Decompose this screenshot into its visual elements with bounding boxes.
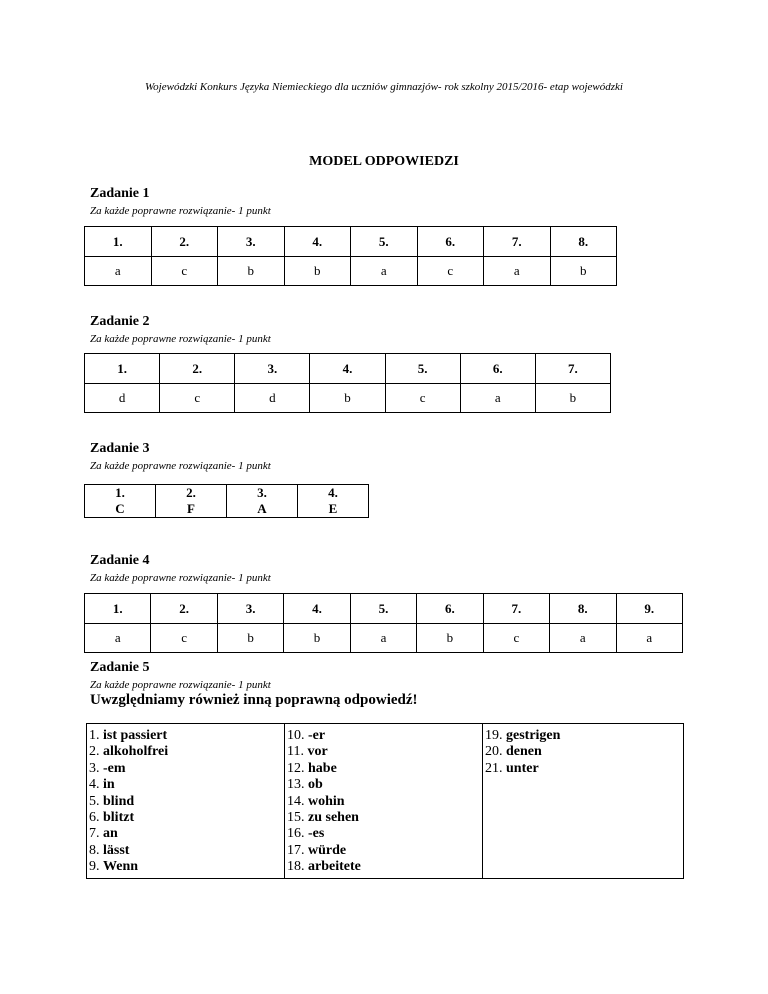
document-title: MODEL ODPOWIEDZI [309,154,459,169]
task-5-item: 7. an [89,826,118,842]
task-2-answer: d [85,384,160,413]
page-header: Wojewódzki Konkurs Języka Niemieckiego dla uczniów gimnazjów- rok szkolny 2015/2016- etap wojewódzki [145,81,623,93]
task-3-answer-row [85,501,369,518]
task-5-item: 20. denen [485,744,542,760]
task-4-answer: b [417,624,483,653]
task-4-answer: a [350,624,416,653]
task-2-answer: c [385,384,460,413]
task-4-answer: a [616,624,683,653]
task-3-note: Za każde poprawne rozwiązanie- 1 punkt [90,460,271,472]
task-1-number: 2. [151,227,218,257]
task-4-number: 1. [85,594,151,624]
task-1-answer: b [550,257,617,286]
task-1-answer: a [85,257,152,286]
task-5-item: 18. arbeitete [287,859,361,875]
task-2-number: 4. [310,354,385,384]
task-5-note: Za każde poprawne rozwiązanie- 1 punkt [90,679,271,691]
task-3-answer: F [156,501,227,518]
task-2-title: Zadanie 2 [90,314,150,329]
task-4-number: 3. [217,594,283,624]
task-1-answer: a [484,257,551,286]
task-4-answer: b [284,624,350,653]
task-1-number: 8. [550,227,617,257]
task-5-item: 4. in [89,777,115,793]
task-5-item: 9. Wenn [89,859,139,875]
task-3-number: 1. [85,485,156,502]
task-5-item: 5. blind [89,793,135,809]
task-2-answer: d [235,384,310,413]
task-5-row [87,724,684,879]
task-1-answer: c [417,257,484,286]
task-1-answer-row [85,257,617,286]
task-1-answer: a [351,257,418,286]
task-4-note: Za każde poprawne rozwiązanie- 1 punkt [90,572,271,584]
task-4-number-row [85,594,683,624]
task-4-answer: c [151,624,217,653]
task-5-table [86,723,684,879]
task-4-answer: a [85,624,151,653]
task-3-number: 2. [156,485,227,502]
task-2-number: 5. [385,354,460,384]
task-3-answer: A [227,501,298,518]
task-5-item: 16. -es [287,826,325,842]
task-4-number: 5. [350,594,416,624]
task-1-answer: b [284,257,351,286]
task-1-number: 6. [417,227,484,257]
task-2-number: 7. [535,354,610,384]
task-5-item: 3. -em [89,760,126,776]
task-4-number: 7. [483,594,549,624]
task-5-item: 21. unter [485,760,539,776]
task-5-item: 14. wohin [287,793,345,809]
task-5-column-1 [87,724,285,879]
task-4-number: 8. [550,594,616,624]
task-4-answer: b [217,624,283,653]
task-2-number: 2. [160,354,235,384]
task-4-answer-row [85,624,683,653]
task-2-answer: a [460,384,535,413]
task-1-number: 1. [85,227,152,257]
task-5-item: 12. habe [287,760,337,776]
task-3-title: Zadanie 3 [90,441,150,456]
task-2-note: Za każde poprawne rozwiązanie- 1 punkt [90,333,271,345]
task-4-number: 4. [284,594,350,624]
task-5-item: 17. würde [287,842,347,858]
task-2-number-row [85,354,611,384]
task-3-table [84,484,369,518]
task-1-number-row [85,227,617,257]
task-1-number: 5. [351,227,418,257]
task-3-number: 4. [298,485,369,502]
task-3-number: 3. [227,485,298,502]
task-1-table [84,226,617,286]
task-2-number: 1. [85,354,160,384]
task-4-title: Zadanie 4 [90,553,150,568]
task-2-answer: b [310,384,385,413]
task-4-number: 9. [616,594,683,624]
task-3-answer: C [85,501,156,518]
task-1-note: Za każde poprawne rozwiązanie- 1 punkt [90,205,271,217]
task-5-item: 6. blitzt [89,810,135,826]
task-5-column-2 [285,724,483,879]
task-2-table [84,353,611,413]
task-5-item: 2. alkoholfrei [89,744,169,760]
task-5-title: Zadanie 5 [90,660,150,675]
task-4-number: 6. [417,594,483,624]
task-5-item: 10. -er [287,728,326,743]
task-5-item: 15. zu sehen [287,810,359,826]
task-4-answer: c [483,624,549,653]
task-1-number: 3. [218,227,285,257]
task-1-answer: b [218,257,285,286]
task-2-number: 6. [460,354,535,384]
task-1-answer: c [151,257,218,286]
task-1-number: 7. [484,227,551,257]
task-3-answer: E [298,501,369,518]
task-5-column-3 [483,724,684,879]
task-1-title: Zadanie 1 [90,186,150,201]
task-2-answer: b [535,384,610,413]
task-1-number: 4. [284,227,351,257]
task-3-number-row [85,485,369,502]
task-2-answer-row [85,384,611,413]
task-5-item: 8. lässt [89,842,130,858]
task-5-item: 11. vor [287,744,328,760]
task-5-item: 1. ist passiert [89,728,168,743]
task-5-item: 19. gestrigen [485,728,561,743]
task-5-instruction: Uwzględniamy również inną poprawną odpowiedź! [90,692,418,708]
task-2-answer: c [160,384,235,413]
task-5-item: 13. ob [287,777,323,793]
task-4-number: 2. [151,594,217,624]
task-4-table [84,593,683,653]
task-2-number: 3. [235,354,310,384]
task-4-answer: a [550,624,616,653]
